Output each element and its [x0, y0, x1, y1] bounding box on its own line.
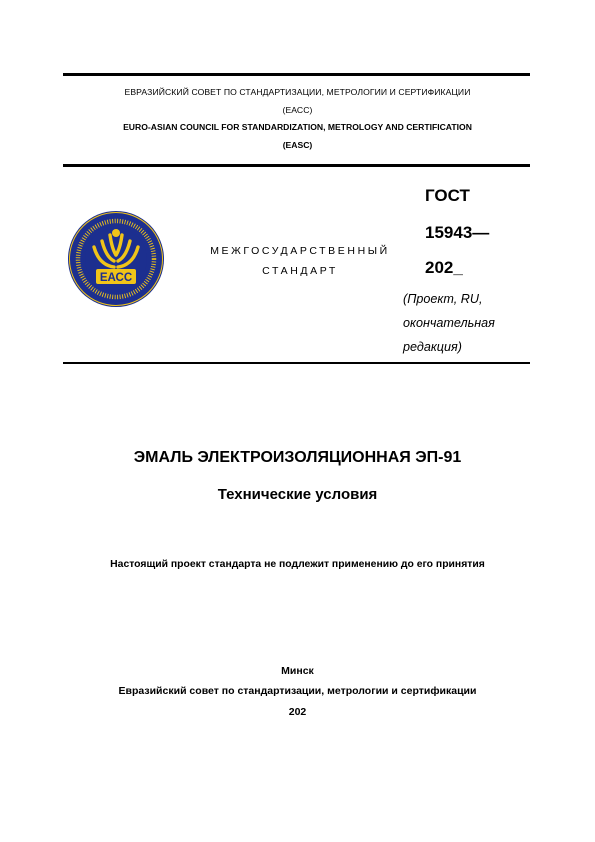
easc-emblem-icon	[66, 209, 166, 309]
council-abbr-ru: (ЕАСС)	[282, 105, 313, 115]
publication-year: 202	[288, 706, 307, 718]
standard-type-line2: СТАНДАРТ	[262, 265, 338, 277]
draft-status-line3: редакция)	[403, 340, 462, 354]
emblem-text: ЕАСС	[99, 272, 133, 284]
header-bottom-rule	[63, 164, 530, 167]
header-top-rule	[63, 73, 530, 76]
standard-type-line1: МЕЖГОСУДАРСТВЕННЫЙ	[210, 245, 390, 257]
gost-year: 202_	[425, 258, 463, 277]
council-abbr-en: (EASC)	[282, 140, 313, 150]
document-title: ЭМАЛЬ ЭЛЕКТРОИЗОЛЯЦИОННАЯ ЭП-91	[133, 449, 462, 466]
designation-bottom-rule	[63, 362, 530, 364]
publisher-name: Евразийский совет по стандартизации, метрологии и сертификации	[118, 685, 477, 697]
document-subtitle: Технические условия	[217, 486, 378, 503]
publication-city: Минск	[281, 665, 314, 677]
draft-status-line1: (Проект, RU,	[403, 292, 483, 306]
draft-notice: Настоящий проект стандарта не подлежит применению до его принятия	[110, 559, 485, 570]
council-name-en: EURO-ASIAN COUNCIL FOR STANDARDIZATION, METROLOGY AND CERTIFICATION	[123, 122, 472, 132]
draft-status-line2: окончательная	[403, 316, 495, 330]
gost-number: 15943—	[425, 223, 490, 242]
council-name-ru: ЕВРАЗИЙСКИЙ СОВЕТ ПО СТАНДАРТИЗАЦИИ, МЕТРОЛОГИИ И СЕРТИФИКАЦИИ	[124, 87, 471, 97]
gost-label: ГОСТ	[425, 186, 470, 205]
